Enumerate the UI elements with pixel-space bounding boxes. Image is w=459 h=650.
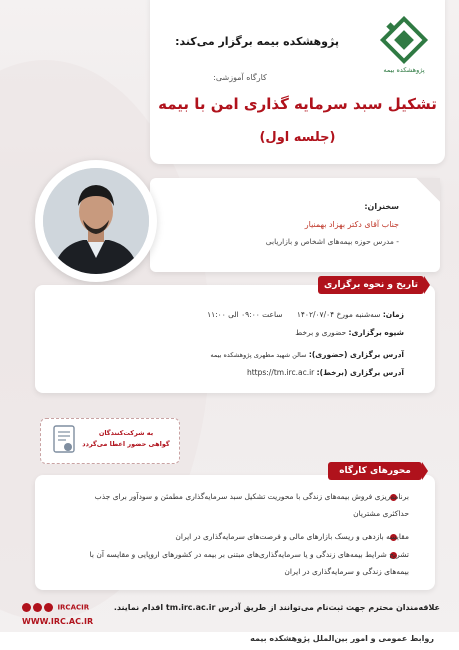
speaker-name: جناب آقای دکتر بهزاد بهمنیار <box>304 220 399 229</box>
speakers-label: سخنران: <box>364 202 399 211</box>
org-title: پژوهشکده بیمه برگزار می‌کند: <box>175 35 339 48</box>
workshop-label: کارگاه آموزشی: <box>213 73 267 82</box>
certificate-line-1: به شرکت‌کنندگان <box>98 429 154 437</box>
topic-item-2: مقایسه بازدهی و ریسک بازارهای مالی و فرصت‌های سرمایه‌گذاری در ایران <box>175 532 409 541</box>
address-online-link[interactable]: https://tm.irc.ac.ir <box>246 368 315 377</box>
instagram-icon[interactable] <box>22 603 31 612</box>
time-label: زمان: <box>382 310 404 319</box>
address-in-person-label: آدرس برگزاری (حضوری): <box>308 350 404 359</box>
main-title: تشکیل سبد سرمایه گذاری امن با بیمه <box>158 95 437 113</box>
website-link[interactable]: WWW.IRC.AC.IR <box>22 617 94 626</box>
address-online-label: آدرس برگزاری (برخط): <box>316 368 404 377</box>
certificate-line-2: گواهی حضور اعطا می‌گردد <box>82 440 170 448</box>
topic-item-3: تشریح شرایط بیمه‌های زندگی و یا سرمایه‌گذاری‌های مبتنی بر بیمه در کشورهای اروپایی و مقایسه آن با بیمه‌های زندگی و سرمایه‌گذاری در ایران <box>89 550 409 576</box>
telegram-icon[interactable] <box>33 603 42 612</box>
session-subtitle: (جلسه اول) <box>259 130 336 145</box>
address-in-person-value: سالن شهید مطهری پژوهشکده بیمه <box>210 351 307 359</box>
speaker-photo <box>43 168 149 274</box>
pr-department: روابط عمومی و امور بین‌الملل پژوهشکده بیمه <box>250 634 434 643</box>
topic-item-1: برنامه‌ریزی فروش بیمه‌های زندگی با محوریت تشکیل سبد سرمایه‌گذاری مطمئن و سودآور برای جذب حداکثری مشتریان <box>94 492 409 518</box>
page-fold-decoration <box>416 178 440 202</box>
method-label: شیوه برگزاری: <box>348 328 404 337</box>
schedule-tab: تاریخ و نحوه برگزاری <box>318 276 424 294</box>
institute-logo <box>378 16 430 80</box>
social-handle: IRCACIR <box>57 603 90 612</box>
certificate-icon <box>52 424 78 456</box>
logo-text: پژوهشکده بیمه <box>383 66 425 74</box>
method-row <box>295 328 404 337</box>
topics-tab: محورهای کارگاه <box>328 462 422 480</box>
time-value: سه‌شنبه مورخ ۱۴۰۲/۰۷/۰۴ <box>296 310 381 319</box>
address-in-person-row <box>210 350 404 359</box>
linkedin-icon[interactable] <box>44 603 53 612</box>
address-online-row <box>247 368 404 377</box>
method-value: حضوری و برخط <box>295 328 347 337</box>
social-links <box>22 603 92 612</box>
time-row <box>207 310 404 319</box>
time-hours: ساعت ۰۹:۰۰ الی ۱۱:۰۰ <box>207 310 283 319</box>
certificate-text <box>78 428 174 450</box>
registration-note: علاقه‌مندان محترم جهت ثبت‌نام می‌توانند از طریق آدرس tm.irc.ac.ir اقدام نمایند. <box>113 603 440 612</box>
speaker-role: - مدرس حوزه بیمه‌های اشخاص و بازاریابی <box>265 237 399 246</box>
